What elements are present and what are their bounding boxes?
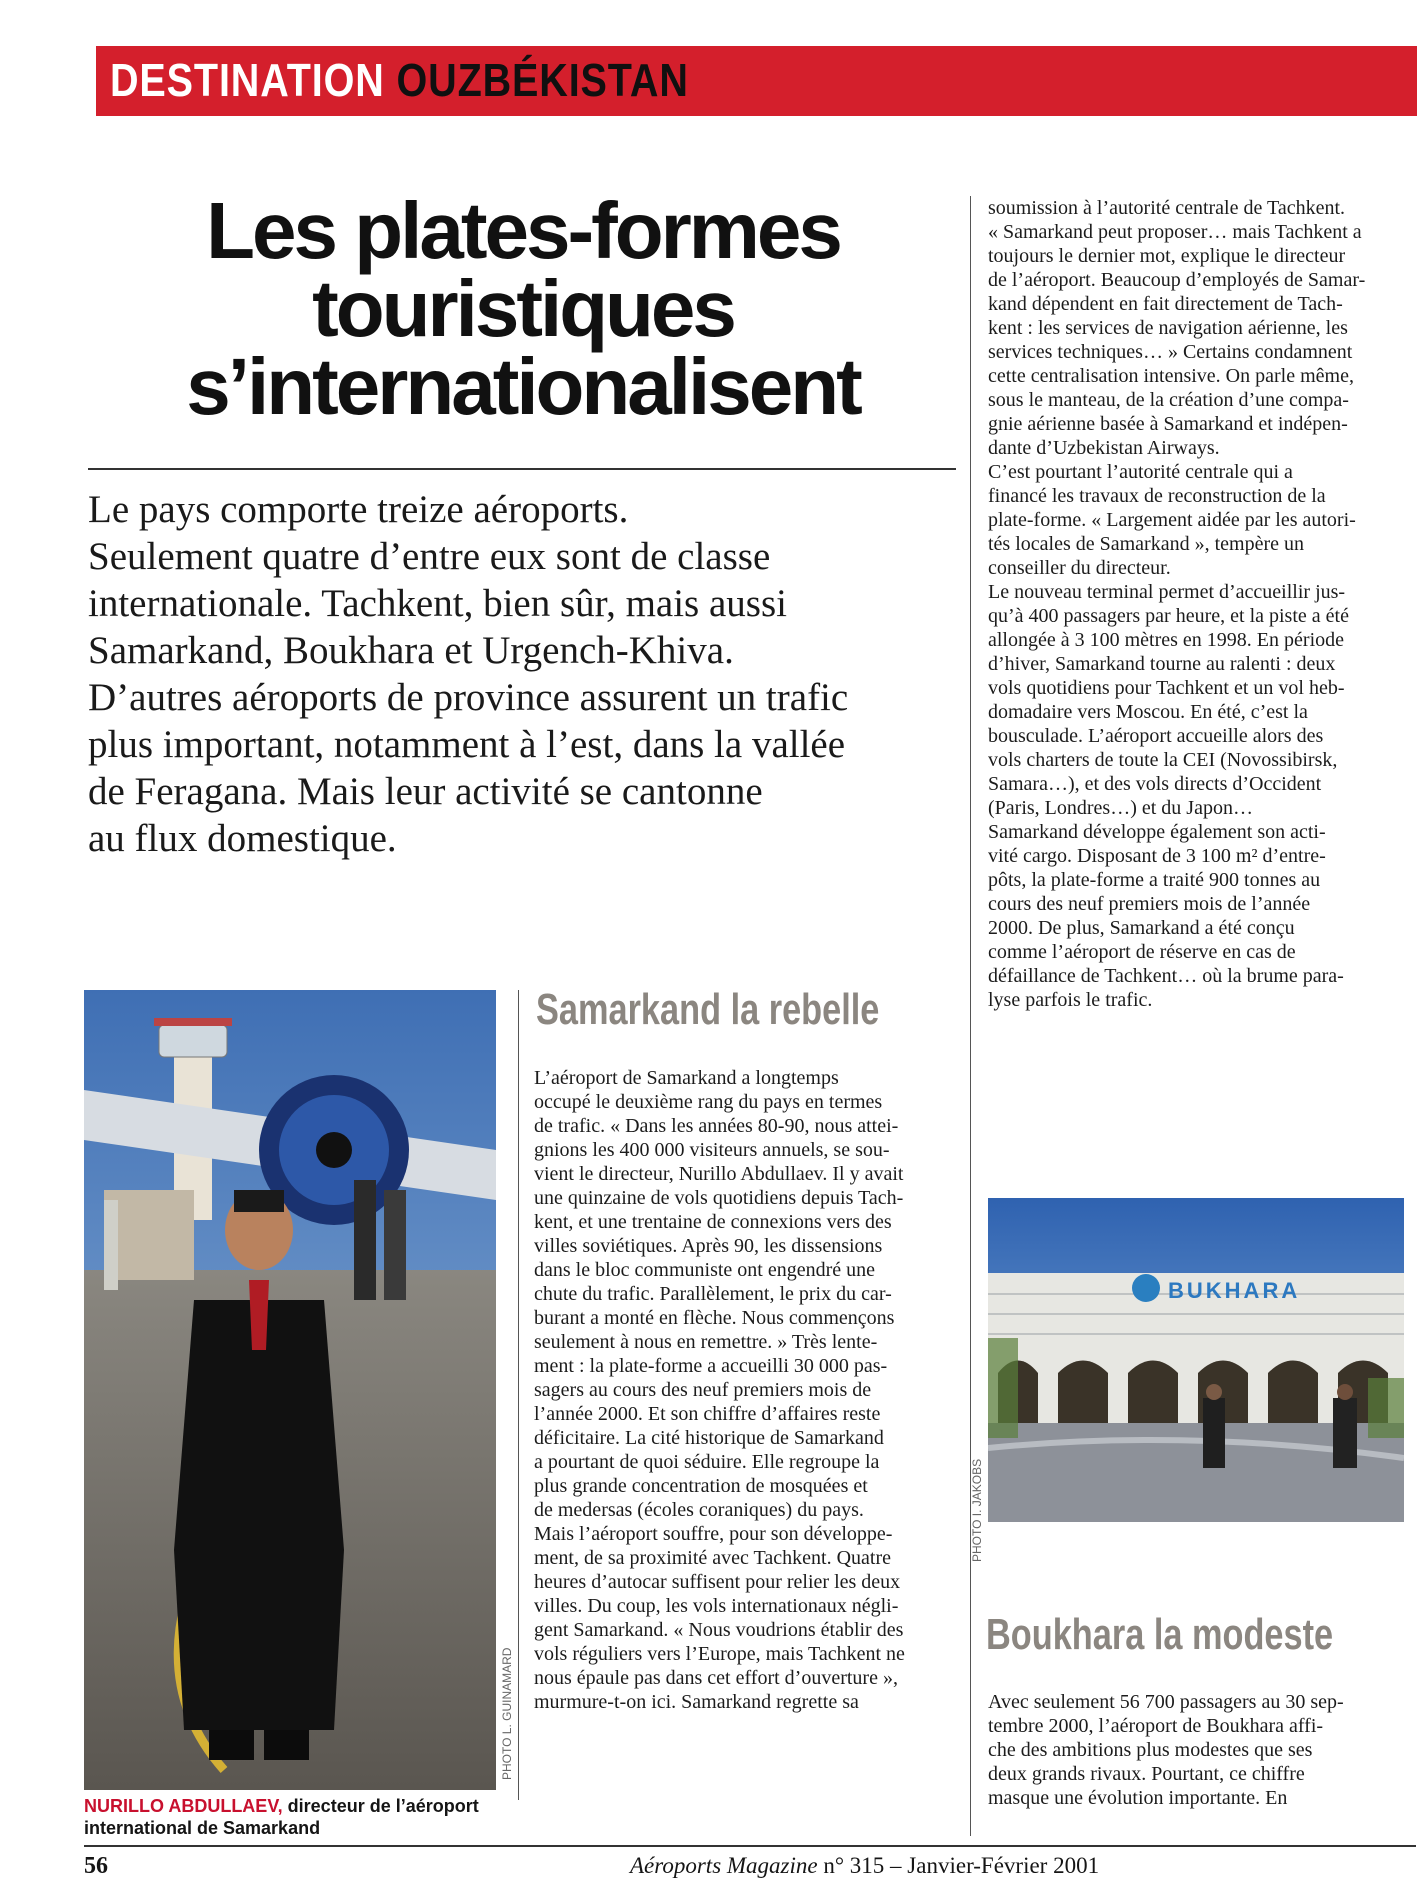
caption-line: international de Samarkand [84,1818,321,1838]
headline-line: s’internationalisent [186,342,860,431]
text-line: domadaire vers Moscou. En été, c’est la [988,701,1308,723]
text-line: conseiller du directeur. [988,557,1171,579]
text-line: L’aéroport de Samarkand a longtemps [534,1067,839,1089]
headline-rule [88,468,956,470]
text-line: ment, de sa proximité avec Tachkent. Quatre [534,1547,891,1569]
text-line: chute du trafic. Parallèlement, le prix du car- [534,1283,892,1305]
text-line: seulement à nous en remettre. » Très lente- [534,1331,878,1353]
text-line: services techniques… » Certains condamnent [988,341,1353,363]
text-line: villes soviétiques. Après 90, les dissensions [534,1235,883,1257]
column-rule-middle [518,990,519,1800]
headline-line: Les plates-formes [206,186,840,275]
text-line: heures d’autocar suffisent pour relier les deux [534,1571,901,1593]
text-line: « Samarkand peut proposer… mais Tachkent a [988,221,1362,243]
intro-line: au flux domestique. [88,817,397,860]
text-line: Mais l’aéroport souffre, pour son développe- [534,1523,893,1545]
text-line: l’année 2000. Et son chiffre d’affaires reste [534,1403,881,1425]
text-line: de trafic. « Dans les années 80-90, nous attei- [534,1115,899,1137]
text-line: déficitaire. La cité historique de Samarkand [534,1427,884,1449]
magazine-name: Aéroports Magazine [630,1853,818,1878]
text-line: ment : la plate-forme a accueilli 30 000 pas- [534,1355,888,1377]
page-number: 56 [84,1853,108,1879]
text-line: dante d’Uzbekistan Airways. [988,437,1220,459]
text-line: lyse parfois le trafic. [988,989,1153,1011]
text-line: che des ambitions plus modestes que ses [988,1739,1313,1761]
intro-line: D’autres aéroports de province assurent un trafic [88,676,849,719]
text-line: gent Samarkand. « Nous voudrions établir des [534,1619,904,1641]
headline [90,186,956,431]
text-line: kand dépendent en fait directement de Tach- [988,293,1343,315]
intro-line: de Feragana. Mais leur activité se cantonne [88,770,763,813]
text-line: soumission à l’autorité centrale de Tachkent. [988,197,1346,219]
text-line: Samarkand développe également son acti- [988,821,1326,843]
issue-info: n° 315 – Janvier-Février 2001 [817,1853,1100,1878]
text-line: Samara…), et des vols directs d’Occident [988,773,1322,795]
right-column-text [988,196,1398,1012]
footer-publication [630,1853,1099,1879]
text-line: qu’à 400 passagers par heure, et la piste a été [988,605,1349,627]
text-line: burant a monté en flèche. Nous commençons [534,1307,895,1329]
text-line: Avec seulement 56 700 passagers au 30 sep- [988,1691,1344,1713]
text-line: défaillance de Tachkent… où la brume para- [988,965,1344,987]
bukhara-terminal-photo [988,1198,1404,1522]
caption-title: directeur de l’aéroport [282,1796,479,1816]
text-line: plus grande concentration de mosquées et [534,1475,868,1497]
text-line: (Paris, Londres…) et du Japon… [988,797,1253,819]
photo-caption [84,1795,504,1839]
text-line: plate-forme. « Largement aidée par les autori- [988,509,1356,531]
text-line: tés locales de Samarkand », tempère un [988,533,1304,555]
photo-credit-bukhara: PHOTO I. JAKOBS [970,1458,984,1562]
text-line: financé les travaux de reconstruction de la [988,485,1326,507]
footer-rule [84,1845,1416,1847]
banner-country: OUZBÉKISTAN [396,54,689,106]
text-line: cette centralisation intensive. On parle même, [988,365,1354,387]
bukhara-terminal-image [988,1198,1404,1522]
text-line: sous le manteau, de la création d’une compa- [988,389,1349,411]
subheading-samarkand: Samarkand la rebelle [536,985,880,1034]
column-rule-right [970,196,971,1836]
director-photo-image [84,990,496,1790]
intro-paragraph [88,486,968,862]
text-line: tembre 2000, l’aéroport de Boukhara affi- [988,1715,1324,1737]
text-line: a pourtant de quoi séduire. Elle regroupe la [534,1451,880,1473]
text-line: deux grands rivaux. Pourtant, ce chiffre [988,1763,1305,1785]
boukhara-text [988,1690,1398,1810]
text-line: masque une évolution importante. En [988,1787,1288,1809]
text-line: toujours le dernier mot, explique le directeur [988,245,1346,267]
subheading-boukhara: Boukhara la modeste [986,1610,1334,1659]
text-line: vols réguliers vers l’Europe, mais Tachkent ne [534,1643,905,1665]
intro-line: Seulement quatre d’entre eux sont de classe [88,535,771,578]
samarkand-text [534,1066,954,1714]
text-line: 2000. De plus, Samarkand a été conçu [988,917,1295,939]
caption-name: NURILLO ABDULLAEV, [84,1796,283,1816]
intro-line: Samarkand, Boukhara et Urgench-Khiva. [88,629,734,672]
text-line: Le nouveau terminal permet d’accueillir jus- [988,581,1346,603]
banner-destination: DESTINATION [110,54,385,106]
text-line: d’hiver, Samarkand tourne au ralenti : deux [988,653,1336,675]
text-line: nous épaule pas dans cet effort d’ouverture », [534,1667,898,1689]
intro-line: plus important, notamment à l’est, dans la vallée [88,723,846,766]
text-line: vols charters de toute la CEI (Novossibirsk, [988,749,1338,771]
text-line: murmure-t-on ici. Samarkand regrette sa [534,1691,859,1713]
text-line: une quinzaine de vols quotidiens depuis Tach- [534,1187,904,1209]
text-line: occupé le deuxième rang du pays en termes [534,1091,883,1113]
text-line: vols quotidiens pour Tachkent et un vol heb- [988,677,1345,699]
text-line: pôts, la plate-forme a traité 900 tonnes au [988,869,1321,891]
text-line: de l’aéroport. Beaucoup d’employés de Samar- [988,269,1366,291]
text-line: villes. Du coup, les vols internationaux négli- [534,1595,899,1617]
text-line: sagers au cours des neuf premiers mois de [534,1379,872,1401]
text-line: kent : les services de navigation aérienne, les [988,317,1348,339]
text-line: bousculade. L’aéroport accueille alors des [988,725,1324,747]
intro-line: Le pays comporte treize aéroports. [88,488,629,531]
text-line: gnie aérienne basée à Samarkand et indépen- [988,413,1348,435]
text-line: C’est pourtant l’autorité centrale qui a [988,461,1293,483]
section-banner-label [110,50,689,110]
text-line: vient le directeur, Nurillo Abdullaev. Il y avait [534,1163,904,1185]
director-photo [84,990,496,1790]
bukhara-sign: BUKHARA [1168,1278,1301,1303]
text-line: dans le bloc communiste ont engendré une [534,1259,876,1281]
text-line: de medersas (écoles coraniques) du pays. [534,1499,864,1521]
intro-line: internationale. Tachkent, bien sûr, mais aussi [88,582,787,625]
text-line: vité cargo. Disposant de 3 100 m² d’entre- [988,845,1326,867]
text-line: gnions les 400 000 visiteurs annuels, se sou- [534,1139,890,1161]
text-line: allongée à 3 100 mètres en 1998. En période [988,629,1344,651]
headline-line: touristiques [312,264,734,353]
photo-credit-director: PHOTO L. GUINAMARD [500,1647,514,1780]
text-line: kent, et une trentaine de connexions vers des [534,1211,892,1233]
text-line: cours des neuf premiers mois de l’année [988,893,1311,915]
text-line: comme l’aéroport de réserve en cas de [988,941,1296,963]
